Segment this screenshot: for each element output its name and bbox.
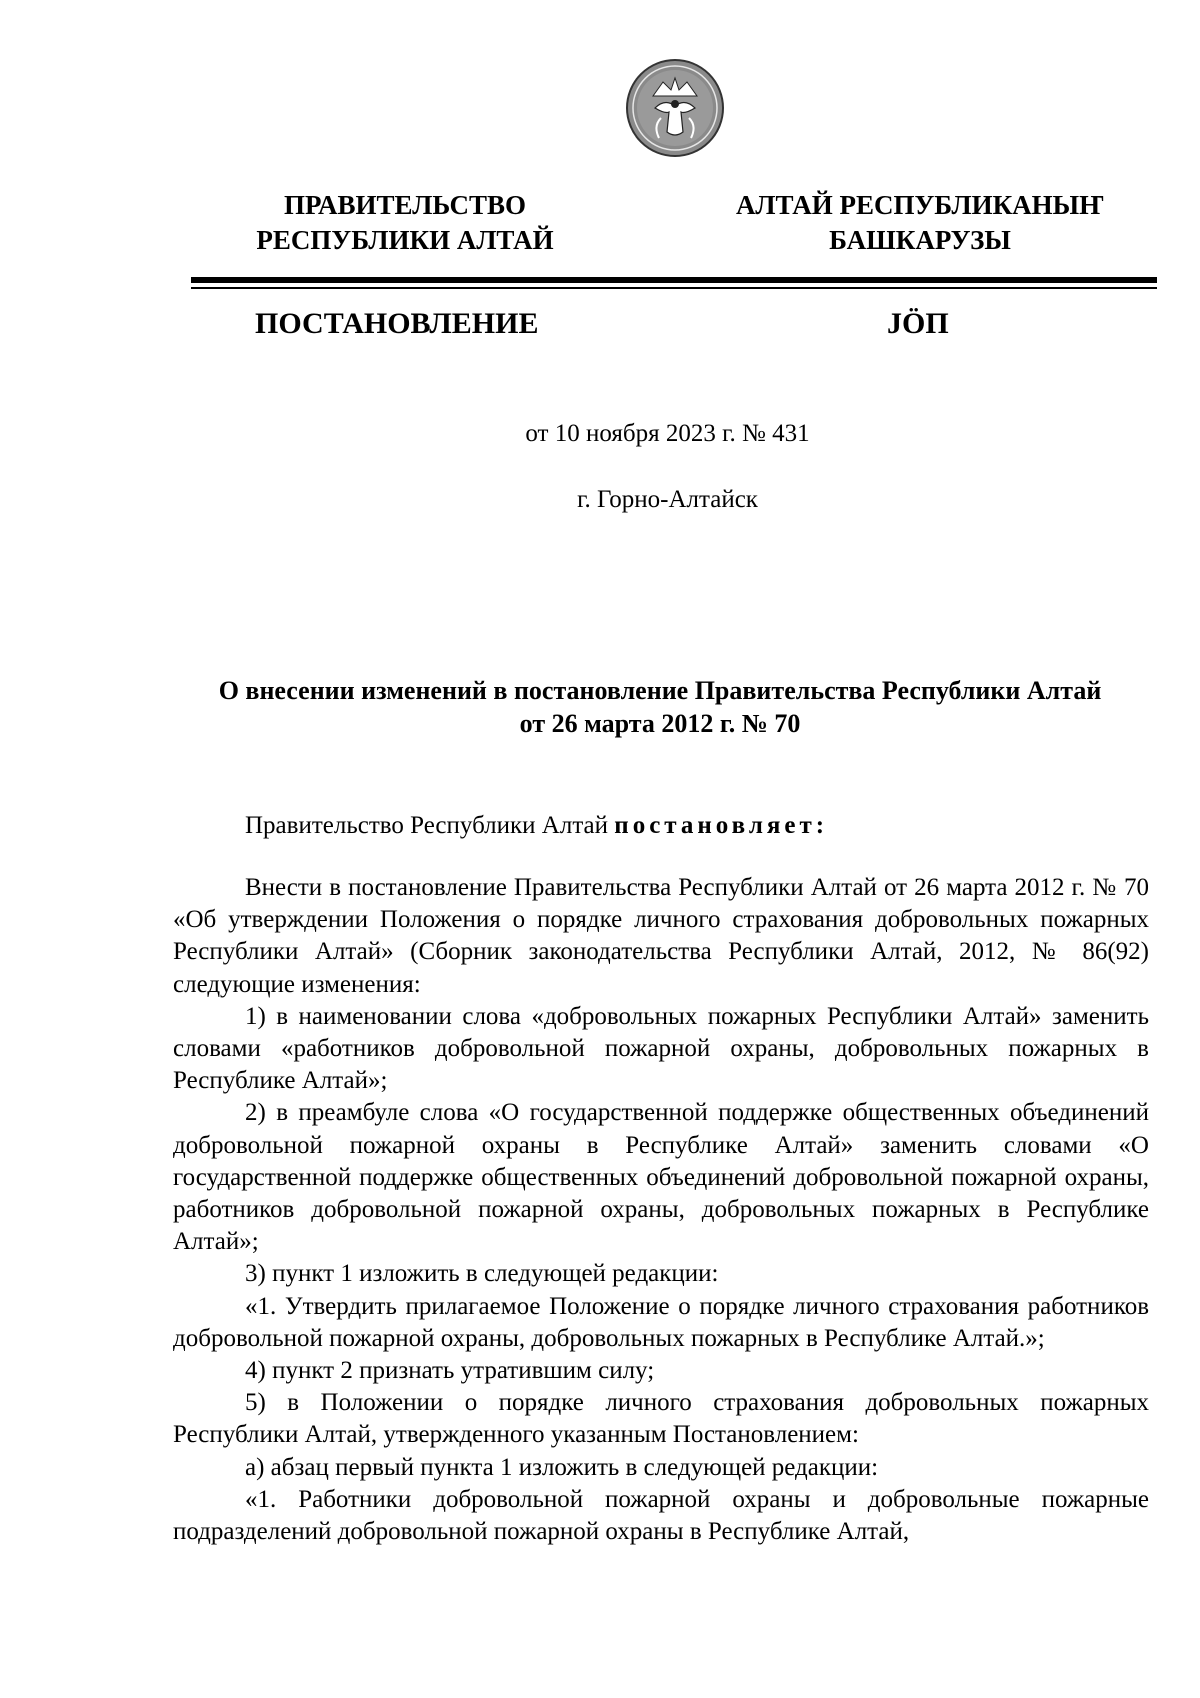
- paragraph-4: 3) пункт 1 изложить в следующей редакции:: [245, 1260, 719, 1288]
- org-name-alt-line1: АЛТАЙ РЕСПУБЛИКАНЫҤ: [735, 190, 1105, 220]
- header-divider-thick: [191, 277, 1157, 283]
- doc-type-ru: ПОСТАНОВЛЕНИЕ: [255, 307, 539, 340]
- coat-of-arms-emblem-icon: [625, 58, 725, 158]
- header-divider-thin: [191, 287, 1157, 289]
- intro-emphasis: постановляет:: [614, 812, 829, 839]
- doc-type-alt: JӦП: [887, 307, 949, 340]
- org-name-ru-line2: РЕСПУБЛИКИ АЛТАЙ: [256, 225, 554, 255]
- document-body: [173, 872, 1149, 1548]
- paragraph-6: 4) пункт 2 признать утратившим силу;: [245, 1357, 655, 1385]
- org-name-alt-line2: БАШКАРУЗЫ: [829, 225, 1011, 255]
- paragraph-8: а) абзац первый пункта 1 изложить в следующей редакции:: [245, 1453, 879, 1481]
- paragraph-1: Внести в постановление Правительства Республики Алтай от 26 марта 2012 г. № 70 «Об утверждении Положения о порядке личного страхования добровольных пожарных Республики Алтай» (Сборник законодательства Республики Алтай, 2012, № 86(92) следующие изменения:: [173, 874, 1149, 998]
- title-line2: от 26 марта 2012 г. № 70: [519, 709, 801, 738]
- paragraph-5: «1. Утвердить прилагаемое Положение о порядке личного страхования работников добровольной пожарной охраны, добровольных пожарных в Республике Алтай.»;: [173, 1292, 1149, 1352]
- document-dateline: от 10 ноября 2023 г. № 431: [525, 420, 810, 447]
- header-left: [205, 188, 605, 258]
- paragraph-7: 5) в Положении о порядке личного страхования добровольных пожарных Республики Алтай, утвержденного указанным Постановлением:: [173, 1389, 1149, 1449]
- header-right: [720, 188, 1120, 258]
- resolution-intro: [245, 810, 828, 842]
- paragraph-9: «1. Работники добровольной пожарной охраны и добровольные пожарные подразделений добровольной пожарной охраны в Республике Алтай,: [173, 1485, 1149, 1546]
- document-title: [170, 674, 1150, 740]
- title-line1: О внесении изменений в постановление Правительства Республики Алтай: [218, 676, 1102, 705]
- document-city: г. Горно-Алтайск: [577, 486, 758, 513]
- org-name-ru-line1: ПРАВИТЕЛЬСТВО: [283, 190, 527, 220]
- paragraph-3: 2) в преамбуле слова «О государственной поддержке общественных объединений добровольной пожарной охраны в Республике Алтай» заменить словами «О государственной поддержке общественных объединений добровольной пожарной охраны, работников добровольной пожарной охраны, добровольных пожарных в Республике Алтай»;: [173, 1099, 1149, 1256]
- paragraph-2: 1) в наименовании слова «добровольных пожарных Республики Алтай» заменить словами «работников добровольной пожарной охраны, добровольных пожарных в Республике Алтай»;: [173, 1002, 1149, 1095]
- intro-prefix: Правительство Республики Алтай: [245, 812, 615, 839]
